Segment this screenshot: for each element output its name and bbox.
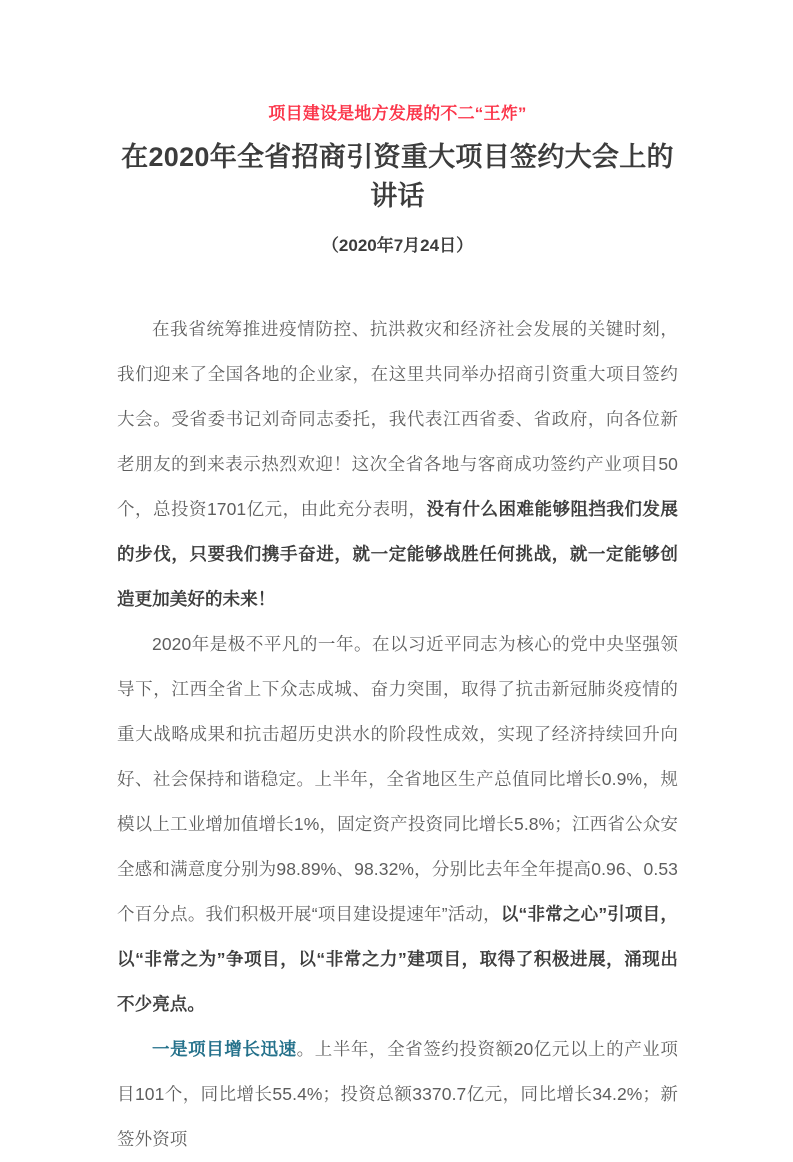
document-body: [117, 259, 678, 1162]
document-content-column: [117, 0, 678, 1162]
body-text: 。上半年，全省签约投资额20亿元以上的产业项目101个，同比增长55.4%；投资总额3370.7亿元，同比增长34.2%；新签外资项: [117, 1039, 678, 1149]
paragraph: [117, 1027, 678, 1162]
section-lead-in: 一是项目增长迅速: [152, 1039, 297, 1059]
body-text: 2020年是极不平凡的一年。在以习近平同志为核心的党中央坚强领导下，江西全省上下众志成城、奋力突围，取得了抗击新冠肺炎疫情的重大战略成果和抗击超历史洪水的阶段性成效，实现了经济持续回升向好、社会保持和谐稳定。上半年，全省地区生产总值同比增长0.9%，规模以上工业增加值增长1%，固定资产投资同比增长5.8%；江西省公众安全感和满意度分别为98.89%、98.32%，分别比去年全年提高0.96、0.53个百分点。我们积极开展“项目建设提速年”活动，: [117, 634, 678, 924]
document-kicker: 项目建设是地方发展的不二“王炸”: [268, 104, 527, 123]
paragraph: [117, 622, 678, 1027]
emphasis-text: 没有什么困难能够阻挡我们发展的步伐，只要我们携手奋进，就一定能够战胜任何挑战，就一定能够创造更加美好的未来！: [117, 499, 678, 609]
paragraph: [117, 307, 678, 622]
page-title: 在2020年全省招商引资重大项目签约大会上的讲话: [121, 142, 674, 211]
document-date: （2020年7月24日）: [321, 236, 474, 255]
emphasis-text: 以“非常之心”引项目，以“非常之为”争项目，以“非常之力”建项目，取得了积极进展，涌现出不少亮点。: [117, 904, 678, 1014]
body-text: 在我省统筹推进疫情防控、抗洪救灾和经济社会发展的关键时刻，我们迎来了全国各地的企业家，在这里共同举办招商引资重大项目签约大会。受省委书记刘奇同志委托，我代表江西省委、省政府，向各位新老朋友的到来表示热烈欢迎！这次全省各地与客商成功签约产业项目50个，总投资1701亿元，由此充分表明，: [117, 319, 678, 519]
